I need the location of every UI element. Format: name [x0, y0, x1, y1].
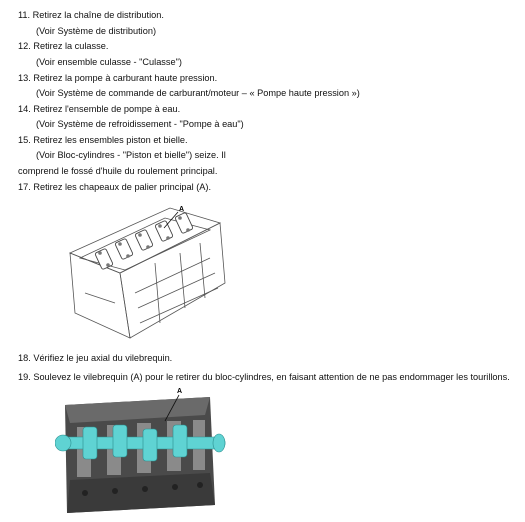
- step-14-reference: (Voir Système de refroidissement - "Pompe à eau"): [36, 119, 244, 129]
- crankshaft-removal-illustration: [55, 385, 230, 520]
- step-19: 19. Soulevez le vilebrequin (A) pour le retirer du bloc-cylindres, en faisant attention de ne pas endommager les tourillons.: [18, 372, 510, 382]
- engine-block-bearing-caps-illustration: [60, 198, 235, 343]
- step-11-reference: (Voir Système de distribution): [36, 26, 156, 36]
- step-15: 15. Retirez les ensembles piston et bielle.: [18, 135, 188, 145]
- step-16-text: comprend le fossé d'huile du roulement principal.: [18, 166, 218, 176]
- step-13-reference: (Voir Système de commande de carburant/moteur – « Pompe haute pression »): [36, 88, 360, 98]
- step-13: 13. Retirez la pompe à carburant haute pression.: [18, 73, 218, 83]
- step-15-reference: (Voir Bloc-cylindres - "Piston et bielle") seize. Il: [36, 150, 226, 160]
- figure-2-callout-a: A: [177, 388, 183, 395]
- figure-1-callout-a: A: [179, 206, 185, 213]
- step-12-reference: (Voir ensemble culasse - "Culasse"): [36, 57, 182, 67]
- step-12: 12. Retirez la culasse.: [18, 41, 109, 51]
- step-18: 18. Vérifiez le jeu axial du vilebrequin.: [18, 353, 173, 363]
- step-14: 14. Retirez l'ensemble de pompe à eau.: [18, 104, 181, 114]
- step-17: 17. Retirez les chapeaux de palier principal (A).: [18, 182, 212, 192]
- step-11: 11. Retirez la chaîne de distribution.: [18, 10, 164, 20]
